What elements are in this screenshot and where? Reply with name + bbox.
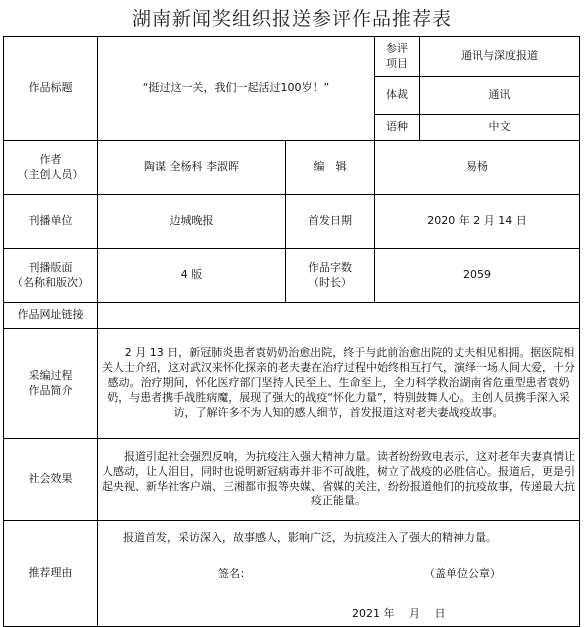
publisher-label: 刊播单位	[4, 195, 98, 249]
author-value: 陶谋 全杨科 李淑晖	[98, 141, 286, 195]
word-count-label-text: 作品字数 （时长）	[308, 260, 352, 289]
reason-label: 推荐理由	[4, 521, 98, 627]
effect-value	[98, 439, 580, 521]
language-label: 语种	[375, 115, 420, 141]
editor-value: 易杨	[375, 141, 580, 195]
signature-label: 签名：	[218, 567, 251, 580]
process-value	[98, 329, 580, 439]
reason-text: 报道首发，采访深入，故事感人，影响广泛，为抗疫注入了强大的精神力量。	[123, 531, 497, 544]
page-title: 湖南新闻奖组织报送参评作品推荐表	[131, 8, 452, 30]
effect-label: 社会效果	[4, 439, 98, 521]
process-label-text: 采编过程 作品简介	[28, 368, 73, 397]
word-count-label	[286, 249, 375, 303]
url-value	[98, 303, 580, 329]
effect-text: 报道引起社会强烈反响，为抗疫注入强大精神力量。读者纷纷致电表示，这对老年夫妻真情让人感动，让人泪目，同时也说明新冠病毒并非不可战胜，树立了战疫的必胜信心。报道后，更是引起央视、新华社客户端、三湘都市报等央媒、省媒的关注，纷纷报道他们的抗疫故事，传递最大抗疫正能量。	[102, 449, 575, 508]
process-label	[4, 329, 98, 439]
reason-block	[98, 521, 579, 626]
reason-value	[98, 521, 580, 627]
work-title-label: 作品标题	[4, 37, 98, 141]
publisher-value: 边城晚报	[98, 195, 286, 249]
first-date-label: 首发日期	[286, 195, 375, 249]
stamp-note: （盖单位公章）	[424, 567, 501, 580]
author-label-text: 作者 （主创人员）	[17, 152, 84, 181]
editor-label: 编 辑	[286, 141, 375, 195]
category-label	[375, 37, 420, 77]
genre-label: 体裁	[375, 77, 420, 115]
work-title-value: “挺过这一关，我们一起活过100岁！”	[98, 37, 375, 141]
author-label	[4, 141, 98, 195]
url-label: 作品网址链接	[4, 303, 98, 329]
edition-label	[4, 249, 98, 303]
category-label-text: 参评 项目	[386, 41, 408, 70]
language-value: 中文	[420, 115, 580, 141]
sign-date: 2021 年 月 日	[352, 607, 446, 620]
category-value: 通讯与深度报道	[420, 37, 580, 77]
edition-value: 4 版	[98, 249, 286, 303]
recommendation-form	[3, 36, 580, 627]
first-date-value: 2020 年 2 月 14 日	[375, 195, 580, 249]
genre-value: 通讯	[420, 77, 580, 115]
word-count-value: 2059	[375, 249, 580, 303]
process-text: 2 月 13 日，新冠肺炎患者袁奶奶治愈出院，终于与此前治愈出院的丈夫相见相拥。据医院相关人士介绍，这对武汉来怀化探亲的老夫妻在治疗过程中始终相互打气，演绎一场人间大爱，十分感动。治疗期间，怀化医疗部门坚持人民至上、生命至上，全力科学救治湖南省危重型患者袁奶奶，与患者携手战胜病魔，展现了强大的战疫“怀化力量”，特别鼓舞人心。主创人员携手深入采访，了解许多不为人知的感人细节，首发报道这对老夫妻战疫故事。	[102, 346, 575, 419]
edition-label-text: 刊播版面 （名称和版次）	[12, 260, 89, 289]
